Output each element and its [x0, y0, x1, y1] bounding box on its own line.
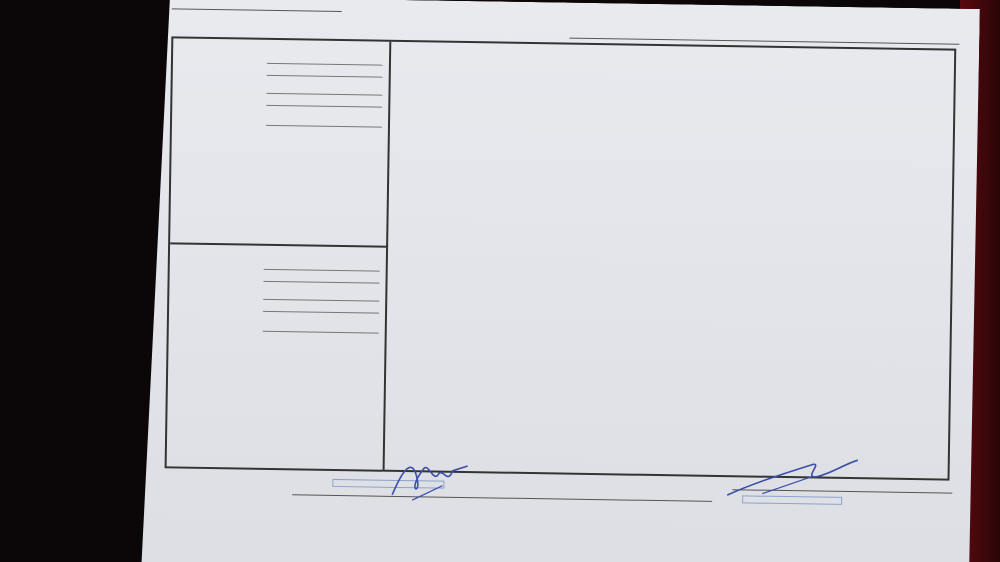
sire-block: [170, 38, 391, 247]
signature-icon: [372, 450, 483, 512]
pedigree-document: [141, 0, 980, 562]
dam-block: [167, 244, 388, 469]
field-value: [266, 125, 382, 128]
dam-owner-row: [181, 311, 379, 334]
sire-class-row: [184, 75, 382, 96]
field-label: [184, 125, 266, 126]
signature-line: [292, 494, 712, 502]
pedigree-grid: [165, 36, 957, 480]
signature-icon: [722, 453, 863, 505]
divider: [172, 8, 342, 12]
field-value: [263, 331, 379, 334]
breed-line: [174, 0, 178, 5]
sire-owner-row: [184, 105, 382, 128]
dam-class-row: [181, 281, 379, 302]
field-label: [181, 299, 263, 300]
field-label: [181, 331, 263, 332]
field-label: [184, 93, 266, 94]
